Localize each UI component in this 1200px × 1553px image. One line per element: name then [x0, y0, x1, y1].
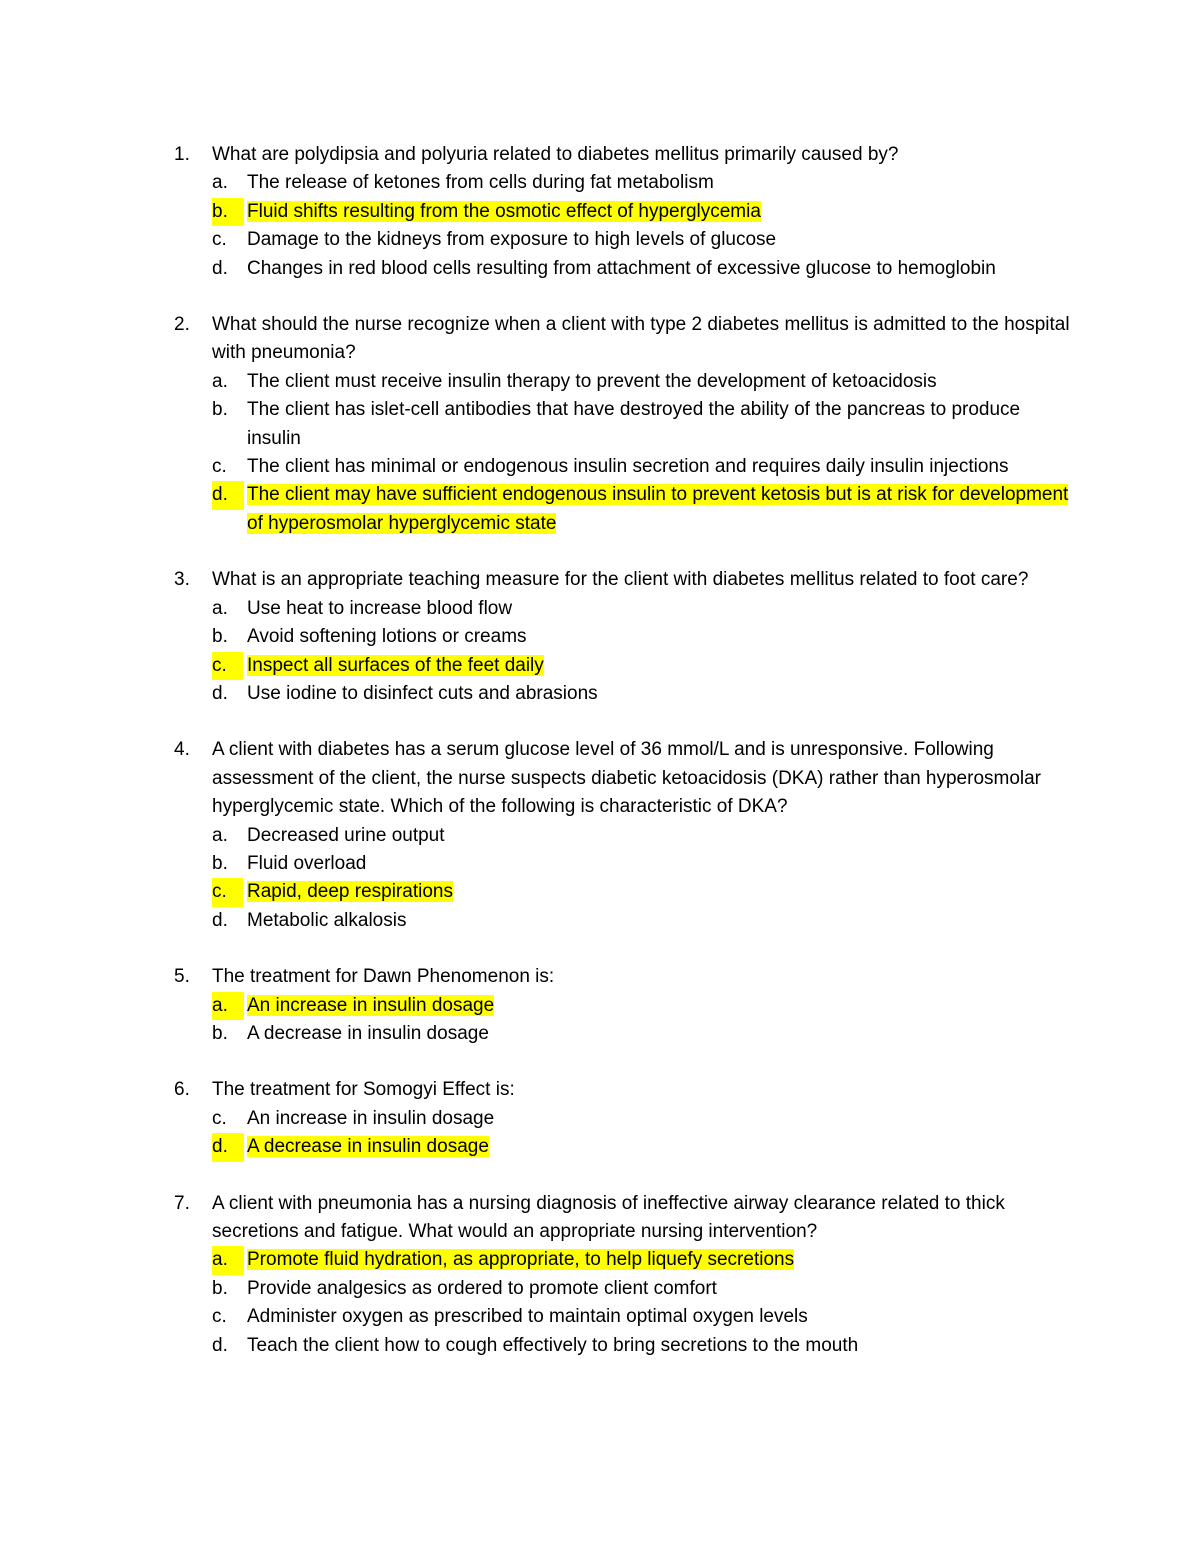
- option-letter: c.: [212, 652, 243, 680]
- answer-option: [0, 680, 1077, 708]
- answer-option: [0, 822, 1077, 850]
- question-item: [0, 736, 1200, 935]
- option-text: An increase in insulin dosage: [247, 994, 495, 1016]
- answer-option-highlighted: [0, 198, 1077, 226]
- answer-option: [0, 623, 1077, 651]
- answer-option: [0, 1275, 1077, 1303]
- option-text: An increase in insulin dosage: [247, 1107, 495, 1129]
- option-text: Teach the client how to cough effectively to bring secretions to the mouth: [247, 1334, 859, 1356]
- option-letter: c.: [212, 456, 227, 478]
- question-stem: [0, 736, 1072, 821]
- question-stem: [0, 963, 1072, 991]
- question-text: A client with diabetes has a serum glucose level of 36 mmol/L and is unresponsive. Following assessment of the client, the nurse suspects diabetic ketoacidosis (DKA) rather than hyperosmolar hyperglycemic state. Which of the following is characteristic of DKA?: [212, 739, 1042, 818]
- option-letter: c.: [212, 229, 227, 251]
- option-text: The client has islet-cell antibodies that have destroyed the ability of the pancreas to produce insulin: [247, 399, 1021, 449]
- question-number: 1.: [174, 144, 190, 165]
- option-text: Avoid softening lotions or creams: [247, 626, 527, 648]
- answer-option-highlighted: [0, 652, 1077, 680]
- option-letter: c.: [212, 1107, 227, 1129]
- option-text: Damage to the kidneys from exposure to high levels of glucose: [247, 229, 777, 251]
- question-item: [0, 566, 1200, 708]
- question-stem: [0, 1190, 1072, 1247]
- question-number: 3.: [174, 569, 190, 591]
- answer-option: [0, 396, 1077, 453]
- option-text: A decrease in insulin dosage: [247, 1136, 489, 1158]
- answer-option-highlighted: [0, 992, 1077, 1020]
- answer-option: [0, 453, 1077, 481]
- question-item: [0, 1190, 1200, 1360]
- option-letter: d.: [212, 257, 228, 279]
- option-text: Administer oxygen as prescribed to maintain optimal oxygen levels: [247, 1306, 808, 1328]
- option-text: Provide analgesics as ordered to promote client comfort: [247, 1277, 717, 1299]
- option-text: The release of ketones from cells during fat metabolism: [247, 172, 714, 194]
- answer-option-highlighted: [0, 1246, 1077, 1274]
- answer-option: [0, 1020, 1077, 1048]
- option-letter: b.: [212, 626, 228, 648]
- question-number: 6.: [174, 1079, 190, 1101]
- answer-option: [0, 1332, 1077, 1360]
- option-letter: a.: [212, 992, 244, 1020]
- question-text: The treatment for Dawn Phenomenon is:: [212, 966, 555, 988]
- option-text: Promote fluid hydration, as appropriate, to help liquefy secretions: [247, 1249, 795, 1271]
- option-letter: b.: [212, 1022, 228, 1044]
- option-letter: d.: [212, 909, 228, 931]
- question-text: A client with pneumonia has a nursing diagnosis of ineffective airway clearance related to thick secretions and fatigue. What would an appropriate nursing intervention?: [212, 1192, 1005, 1242]
- option-letter: a.: [212, 824, 228, 846]
- answer-option-highlighted: [0, 481, 1077, 538]
- option-letter: c.: [212, 878, 243, 906]
- question-number: 7.: [174, 1192, 190, 1214]
- question-stem: [0, 311, 1072, 368]
- option-text: The client may have sufficient endogenous insulin to prevent ketosis but is at risk for development of hyperosmolar hyperglycemic state: [247, 484, 1069, 534]
- answer-option: [0, 368, 1077, 396]
- question-list: [0, 141, 1200, 1388]
- question-item: [0, 311, 1200, 538]
- answer-option: [0, 595, 1077, 623]
- question-number: 4.: [174, 739, 190, 761]
- question-stem: [0, 141, 1072, 169]
- question-text: What should the nurse recognize when a client with type 2 diabetes mellitus is admitted to the hospital with pneumonia?: [212, 314, 1070, 364]
- option-text: Rapid, deep respirations: [247, 881, 453, 903]
- option-letter: d.: [212, 682, 228, 704]
- option-letter: d.: [212, 481, 244, 509]
- answer-option: [0, 907, 1077, 935]
- option-text: Fluid shifts resulting from the osmotic effect of hyperglycemia: [247, 200, 761, 222]
- option-text: Fluid overload: [247, 852, 367, 874]
- option-letter: b.: [212, 198, 244, 226]
- question-item: [0, 963, 1200, 1048]
- question-text: What is an appropriate teaching measure for the client with diabetes mellitus related to foot care?: [212, 569, 1029, 591]
- question-stem: [0, 1076, 1072, 1104]
- option-text: The client must receive insulin therapy to prevent the development of ketoacidosis: [247, 370, 937, 392]
- option-letter: a.: [212, 370, 228, 392]
- option-letter: d.: [212, 1334, 228, 1356]
- answer-option-highlighted: [0, 878, 1077, 906]
- answer-option: [0, 226, 1077, 254]
- option-text: Changes in red blood cells resulting from attachment of excessive glucose to hemoglobin: [247, 257, 996, 279]
- question-number: 5.: [174, 966, 190, 988]
- option-text: Use iodine to disinfect cuts and abrasions: [247, 682, 598, 704]
- option-text: Use heat to increase blood flow: [247, 597, 513, 619]
- question-stem: [0, 566, 1072, 594]
- answer-option: [0, 1105, 1077, 1133]
- option-text: The client has minimal or endogenous insulin secretion and requires daily insulin injections: [247, 456, 1009, 478]
- answer-option-highlighted: [0, 1133, 1077, 1161]
- answer-option: [0, 169, 1077, 197]
- option-letter: d.: [212, 1133, 244, 1161]
- question-text: What are polydipsia and polyuria related to diabetes mellitus primarily caused by?: [212, 144, 899, 165]
- option-letter: a.: [212, 597, 228, 619]
- option-letter: a.: [212, 1246, 244, 1274]
- option-letter: a.: [212, 172, 228, 194]
- option-text: Metabolic alkalosis: [247, 909, 407, 931]
- option-letter: b.: [212, 1277, 228, 1299]
- question-item: [0, 141, 1200, 283]
- option-text: Inspect all surfaces of the feet daily: [247, 654, 544, 676]
- question-text: The treatment for Somogyi Effect is:: [212, 1079, 515, 1101]
- question-item: [0, 1076, 1200, 1161]
- question-number: 2.: [174, 314, 190, 336]
- option-text: Decreased urine output: [247, 824, 445, 846]
- answer-option: [0, 850, 1077, 878]
- answer-option: [0, 255, 1077, 283]
- option-letter: b.: [212, 399, 228, 421]
- option-letter: b.: [212, 852, 228, 874]
- answer-option: [0, 1303, 1077, 1331]
- option-text: A decrease in insulin dosage: [247, 1022, 489, 1044]
- option-letter: c.: [212, 1306, 227, 1328]
